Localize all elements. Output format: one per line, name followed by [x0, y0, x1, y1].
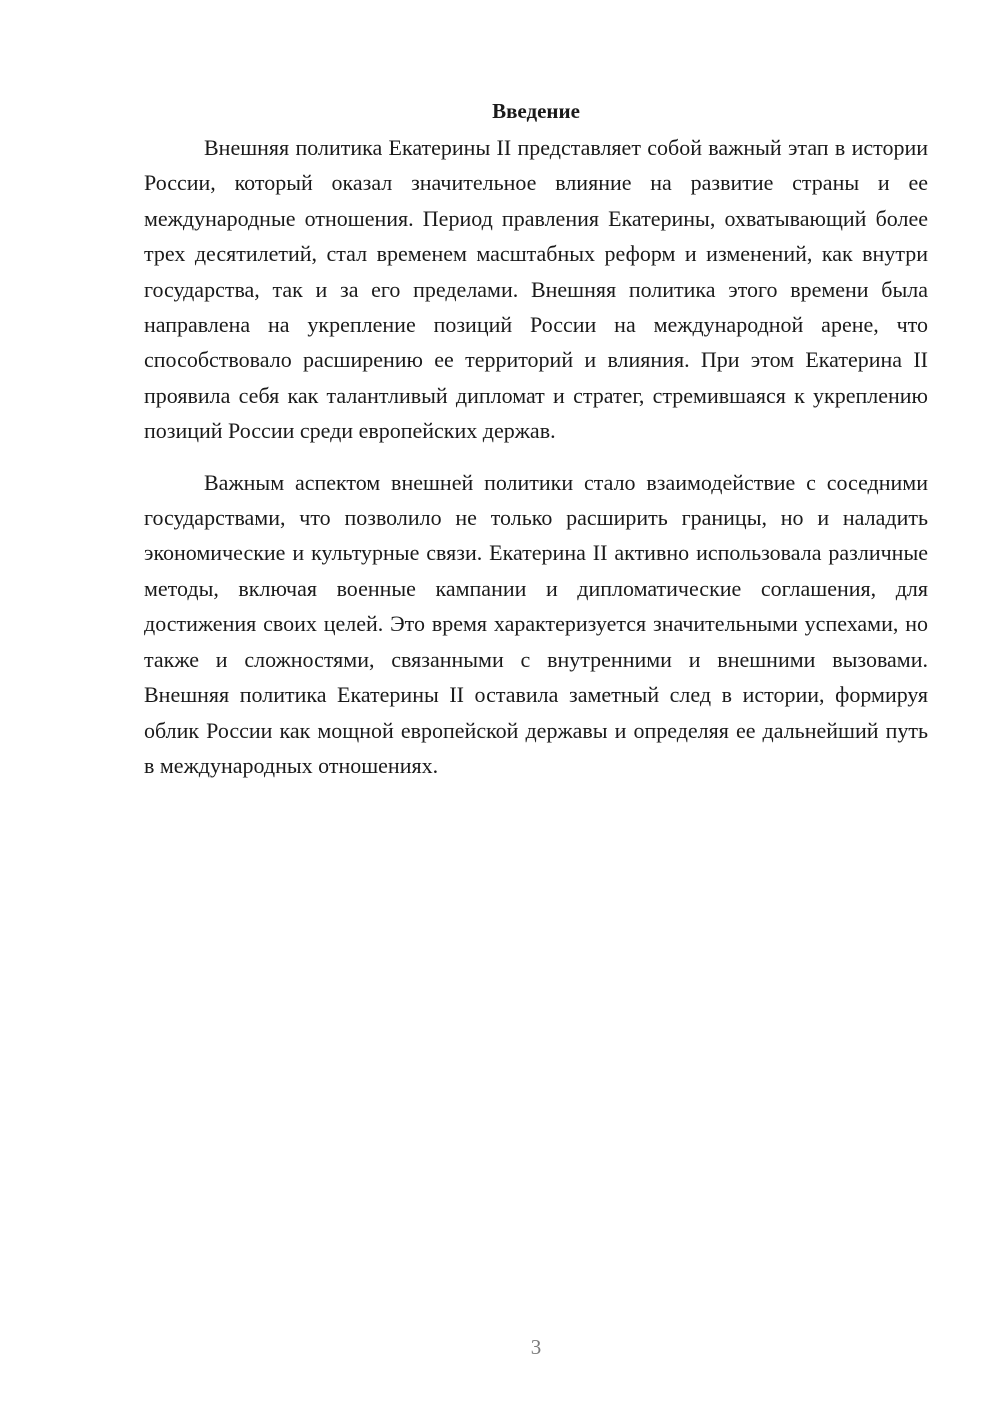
section-heading: Введение: [492, 99, 580, 123]
paragraph-1: Внешняя политика Екатерины II представляет собой важный этап в истории России, который оказал значительное влияние на развитие страны и ее международные отношения. Период правления Екатерины, охватывающий более трех десятилетий, стал временем масштабных реформ и изменений, как внутри государства, так и за его пределами. Внешняя политика этого времени была направлена на укрепление позиций России на международной арене, что способствовало расширению ее территорий и влияния. При этом Екатерина II проявила себя как талантливый дипломат и стратег, стремившаяся к укреплению позиций России среди европейских держав.: [144, 135, 928, 444]
paragraph-2: Важным аспектом внешней политики стало взаимодействие с соседними государствами, что позволило не только расширить границы, но и наладить экономические и культурные связи. Екатерина II активно использовала различные методы, включая военные кампании и дипломатические соглашения, для достижения своих целей. Это время характеризуется значительными успехами, но также и сложностями, связанными с внутренними и внешними вызовами. Внешняя политика Екатерины II оставила заметный след в истории, формируя облик России как мощной европейской державы и определяя ее дальнейший путь в международных отношениях.: [144, 469, 928, 778]
page-content: [144, 96, 928, 799]
page-number: 3: [530, 1335, 542, 1359]
